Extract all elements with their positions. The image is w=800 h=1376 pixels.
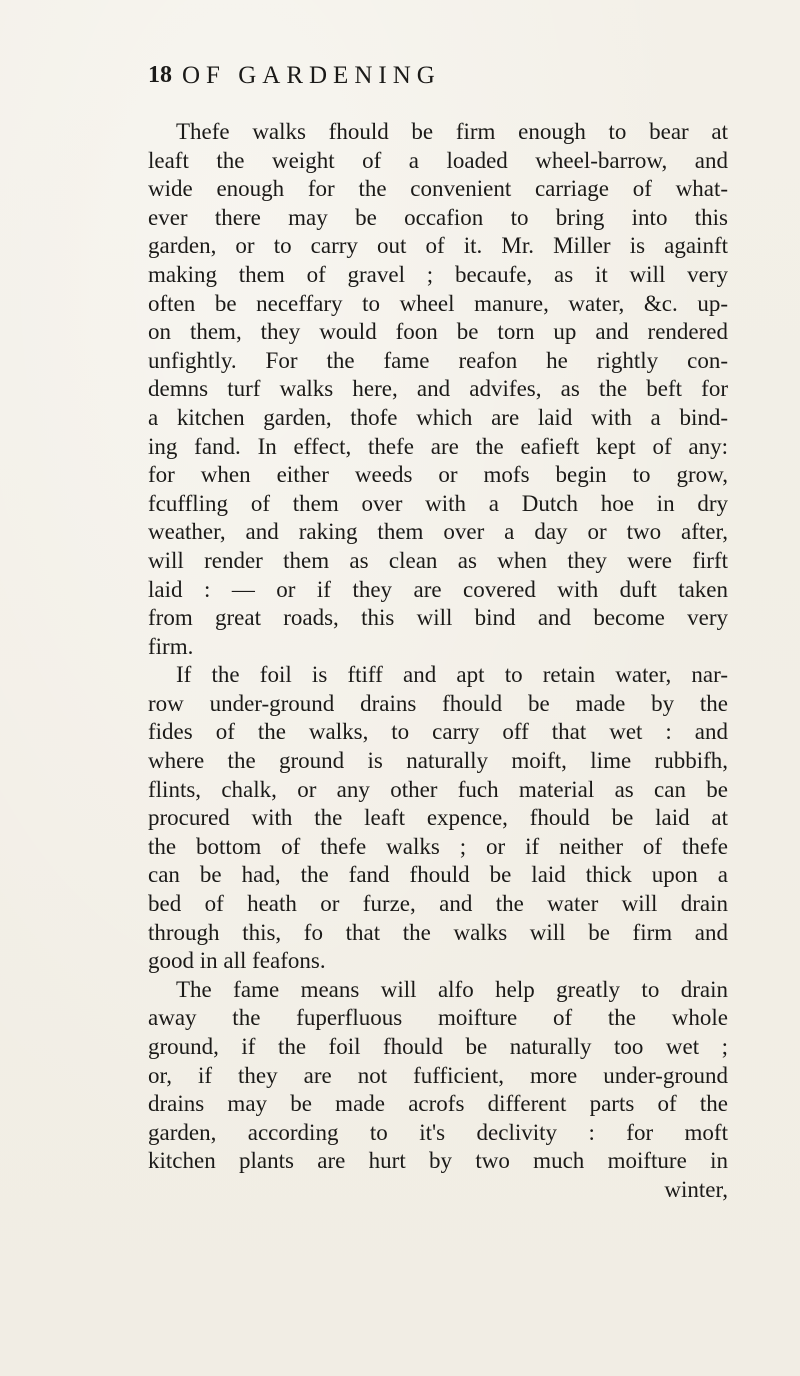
text-line: the bottom of thefe walks ; or if neither of thefe bbox=[148, 833, 728, 859]
text-line: garden, according to it's declivity : for moft bbox=[148, 1119, 728, 1145]
text-line: wide enough for the convenient carriage of what- bbox=[148, 176, 728, 202]
text-line: fcuffling of them over with a Dutch hoe in dry bbox=[148, 490, 728, 516]
text-line: unfightly. For the fame reafon he rightly con- bbox=[148, 347, 728, 373]
text-line: laid : — or if they are covered with duft taken bbox=[148, 576, 728, 602]
text-line: for when either weeds or mofs begin to grow, bbox=[148, 462, 728, 488]
text-line: can be had, the fand fhould be laid thick upon a bbox=[148, 862, 728, 888]
text-line: ground, if the foil fhould be naturally too wet ; bbox=[148, 1034, 728, 1059]
text-line: firm. bbox=[148, 633, 194, 659]
text-line: leaft the weight of a loaded wheel-barrow, and bbox=[148, 147, 728, 173]
body-text bbox=[148, 118, 728, 1205]
text-line: demns turf walks here, and advifes, as the beft for bbox=[148, 376, 728, 402]
page-header bbox=[148, 62, 668, 102]
text-line: a kitchen garden, thofe which are laid with a bind- bbox=[148, 404, 728, 430]
catchword: winter, bbox=[664, 1176, 728, 1202]
text-line: The fame means will alfo help greatly to drain bbox=[176, 976, 728, 1002]
running-title: OF GARDENING bbox=[182, 62, 441, 89]
text-line: on them, they would foon be torn up and rendered bbox=[148, 319, 728, 345]
text-line: making them of gravel ; becaufe, as it will very bbox=[148, 261, 728, 287]
text-line: ever there may be occafion to bring into this bbox=[148, 204, 728, 230]
text-line: away the fuperfluous moifture of the whole bbox=[148, 1005, 728, 1031]
page-number: 18 bbox=[148, 62, 172, 88]
text-line: often be neceffary to wheel manure, water, &c. up- bbox=[148, 290, 728, 316]
text-line: Thefe walks fhould be firm enough to bear at bbox=[176, 119, 728, 144]
text-line: good in all feafons. bbox=[148, 948, 326, 974]
text-line: If the foil is ftiff and apt to retain water, nar- bbox=[176, 662, 728, 688]
text-line: or, if they are not fufficient, more under-ground bbox=[148, 1062, 728, 1088]
text-line: where the ground is naturally moift, lime rubbifh, bbox=[148, 748, 728, 774]
text-line: row under-ground drains fhould be made by the bbox=[148, 690, 728, 716]
text-line: flints, chalk, or any other fuch material as can be bbox=[148, 776, 728, 802]
text-line: procured with the leaft expence, fhould be laid at bbox=[148, 805, 728, 831]
text-line: will render them as clean as when they were firft bbox=[148, 547, 728, 573]
text-line: weather, and raking them over a day or two after, bbox=[148, 519, 728, 545]
text-line: drains may be made acrofs different parts of the bbox=[148, 1091, 728, 1117]
text-line: garden, or to carry out of it. Mr. Miller is againft bbox=[148, 233, 728, 259]
text-line: fides of the walks, to carry off that wet : and bbox=[148, 719, 728, 745]
text-line: through this, fo that the walks will be firm and bbox=[148, 919, 728, 945]
text-line: kitchen plants are hurt by two much moifture in bbox=[148, 1148, 728, 1174]
text-line: ing fand. In effect, thefe are the eafieft kept of any: bbox=[148, 433, 728, 459]
text-line: from great roads, this will bind and become very bbox=[148, 605, 728, 631]
text-line: bed of heath or furze, and the water will drain bbox=[148, 891, 728, 917]
